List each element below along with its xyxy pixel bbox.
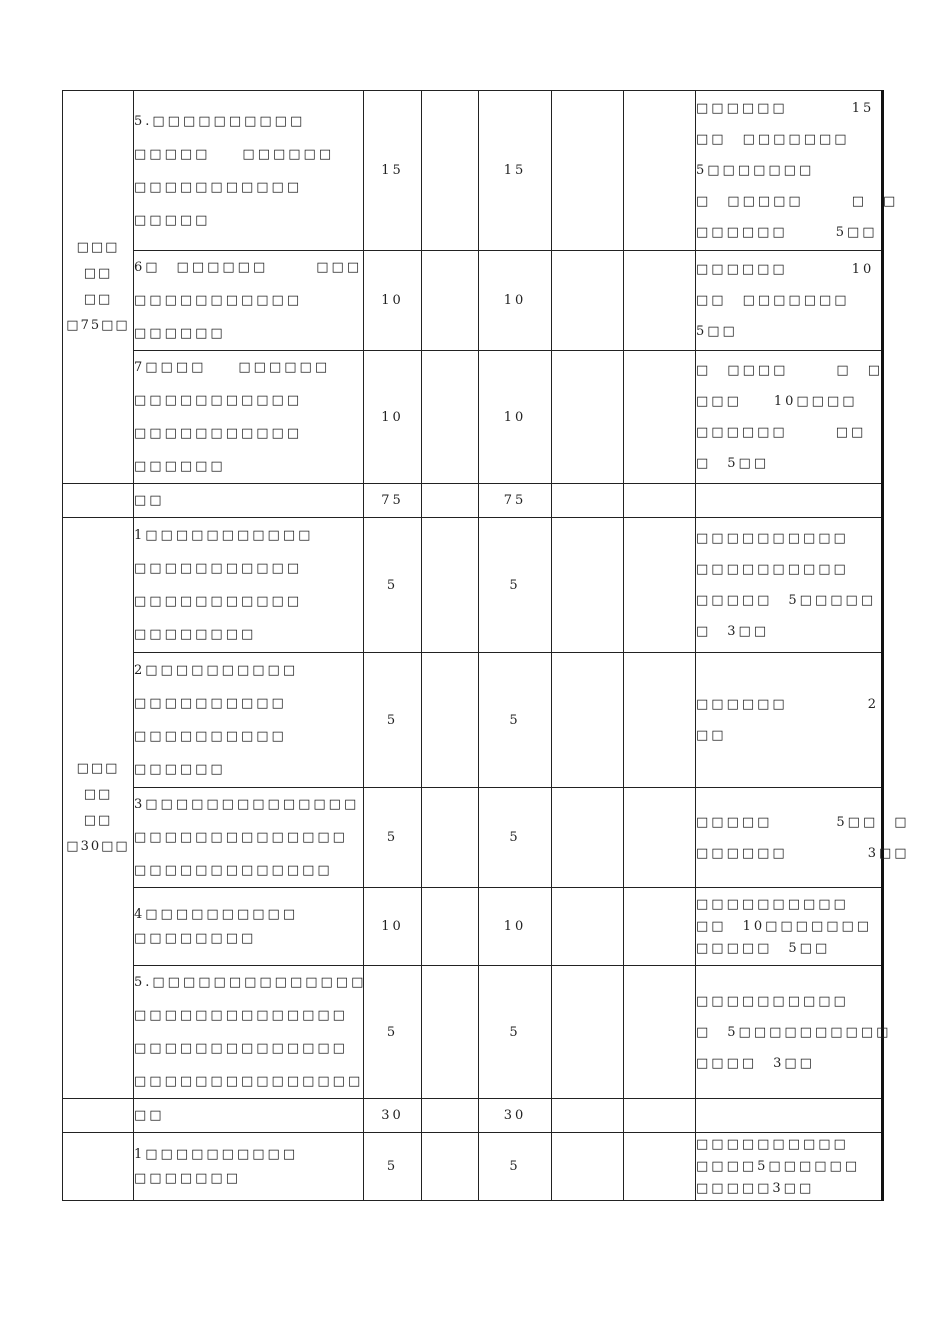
table-row (63, 251, 883, 351)
criterion-line: □□□□□□□□ (134, 930, 257, 946)
criterion-line: □□□□□□□□□□□ (134, 179, 303, 195)
criterion-line: □□□□□□□□□□□ (134, 293, 303, 308)
category-label-line: □□ (83, 787, 113, 802)
col6-cell (624, 888, 696, 966)
remark-line: □□□□□ 5□□ (696, 940, 831, 956)
criterion-line: □□□□□ □□□□□□ (134, 146, 335, 162)
criterion-line: □□□□□□□ (134, 1170, 241, 1186)
assessment-table (62, 90, 910, 1201)
table-row (63, 788, 883, 888)
criterion-line: 2□□□□□□□□□□ (134, 663, 299, 678)
category-cell (63, 91, 134, 484)
criterion-line: 5.□□□□□□□□□□□□□□ (134, 975, 367, 990)
remark-line: 5□□□□□□□ (696, 163, 815, 178)
score-cell: 5 (364, 788, 422, 888)
table-row (63, 653, 883, 788)
remark-cell (696, 251, 883, 351)
self-cell (422, 1133, 479, 1201)
table-body (63, 91, 910, 1201)
remark-line: 5□□ (696, 324, 738, 339)
remark-cell (696, 653, 883, 788)
remark-line: □□□□ 3□□ (696, 1055, 815, 1071)
table-row (63, 91, 883, 251)
remark-cell (696, 788, 910, 888)
self-cell (422, 888, 479, 966)
criterion-cell (134, 484, 364, 518)
self-cell (422, 251, 479, 351)
criterion-line: □□□□□□□□□□ (134, 696, 287, 711)
table-row (63, 351, 883, 484)
criterion-line: □□□□□□ (134, 326, 226, 341)
criterion-cell (134, 351, 364, 484)
remark-line: □□□□□□ 5□□ (696, 225, 878, 240)
table-row (63, 484, 883, 518)
criterion-cell (134, 1133, 364, 1201)
criterion-line: □□□□□□□□□□□□□□□ (134, 1074, 364, 1089)
remark-line: □□□□□□□□□□ (696, 1136, 849, 1152)
remark-line: □ □□□□ □ □ (696, 363, 883, 378)
criterion-line: □□□□□□□□□□□ (134, 561, 303, 576)
remark-cell (696, 91, 899, 251)
col6-cell (624, 91, 696, 251)
remark-cell (696, 484, 883, 518)
actual-cell: 5 (479, 788, 552, 888)
criterion-line: 4□□□□□□□□□□ (134, 906, 299, 922)
remark-line: □□□□□□ 2 (696, 697, 879, 712)
category-label-line: □□□ (76, 761, 120, 776)
criterion-line: □□□□□ (134, 212, 211, 228)
criterion-cell (134, 888, 364, 966)
criterion-cell (134, 518, 364, 653)
category-label-line: □30□□ (66, 839, 130, 854)
score-cell: 5 (364, 518, 422, 653)
remark-cell (696, 966, 892, 1099)
remark-line: □□□□□□ 15 (696, 101, 875, 116)
col5-cell (552, 484, 624, 518)
criterion-cell (134, 966, 367, 1099)
remark-line: □□□□□□□□□□ (696, 993, 849, 1009)
criterion-line: □□□□□□□□ (134, 627, 257, 642)
remark-line: □□□□□□ 10 (696, 262, 875, 277)
col5-cell (552, 518, 624, 653)
criterion-line: □□□□□□□□□□□ (134, 393, 303, 408)
criterion-line: 1□□□□□□□□□□□ (134, 528, 314, 543)
criterion-line: 5.□□□□□□□□□□ (134, 113, 306, 129)
criterion-cell (134, 653, 364, 788)
category-cell (63, 1133, 134, 1201)
remark-line: □□□□□□□□□□ (696, 531, 849, 546)
criterion-line: □□□□□□□□□□□□□□ (134, 830, 348, 845)
score-cell: 10 (364, 351, 422, 484)
category-label-line: □75□□ (66, 318, 130, 333)
self-cell (422, 788, 479, 888)
remark-line: □ 5□□□□□□□□□□ (696, 1024, 892, 1040)
category-label-line: □□□ (76, 240, 120, 255)
col6-cell (624, 966, 696, 1099)
criterion-line: □□ (134, 1108, 165, 1123)
score-cell: 5 (364, 653, 422, 788)
col6-cell (624, 251, 696, 351)
self-cell (422, 91, 479, 251)
remark-line: □ 5□□ (696, 456, 770, 471)
col5-cell (552, 91, 624, 251)
table-row (63, 966, 883, 1099)
remark-cell (696, 1099, 883, 1133)
criterion-line: 3□□□□□□□□□□□□□□ (134, 797, 360, 812)
remark-line: □□ 10□□□□□□□ (696, 918, 873, 934)
remark-cell (696, 888, 883, 966)
remark-line: □□ □□□□□□□ (696, 293, 850, 308)
remark-line: □□□□□□□□□□ (696, 562, 849, 577)
remark-cell (696, 351, 883, 484)
table-row (63, 1099, 883, 1133)
actual-cell: 10 (479, 251, 552, 351)
criterion-line: □□□□□□□□□□□□□□ (134, 1008, 348, 1023)
self-cell (422, 966, 479, 1099)
actual-cell: 5 (479, 518, 552, 653)
score-cell: 5 (364, 966, 422, 1099)
col6-cell (624, 484, 696, 518)
category-cell (63, 1099, 134, 1133)
criterion-line: 7□□□□ □□□□□□ (134, 360, 331, 375)
criterion-cell (134, 251, 364, 351)
criterion-cell (134, 91, 364, 251)
self-cell (422, 518, 479, 653)
criterion-line: □□□□□□ (134, 762, 226, 777)
col6-cell (624, 788, 696, 888)
remark-line: □□□□□ 5□□□□□ (696, 593, 877, 608)
remark-line: □□ □□□□□□□ (696, 132, 850, 147)
category-cell (63, 484, 134, 518)
score-cell: 75 (364, 484, 422, 518)
remark-line: □□□□5□□□□□□ (696, 1158, 861, 1174)
col5-cell (552, 966, 624, 1099)
remark-cell (696, 518, 883, 653)
criterion-line: □□□□□□□□□□ (134, 729, 287, 744)
self-cell (422, 1099, 479, 1133)
score-cell: 10 (364, 888, 422, 966)
remark-line: □□ (696, 728, 727, 743)
actual-cell: 30 (479, 1099, 552, 1133)
criterion-line: □□ (134, 493, 165, 508)
score-cell: 5 (364, 1133, 422, 1201)
table-row (63, 888, 883, 966)
actual-cell: 10 (479, 888, 552, 966)
criterion-line: □□□□□□□□□□□ (134, 426, 303, 441)
col6-cell (624, 518, 696, 653)
col5-cell (552, 351, 624, 484)
criterion-cell (134, 788, 364, 888)
self-cell (422, 653, 479, 788)
actual-cell: 10 (479, 351, 552, 484)
col6-cell (624, 351, 696, 484)
criterion-line: □□□□□□□□□□□□□ (134, 863, 333, 878)
actual-cell: 75 (479, 484, 552, 518)
remark-line: □ 3□□ (696, 624, 770, 639)
remark-line: □□□□□3□□ (696, 1180, 815, 1196)
col6-cell (624, 653, 696, 788)
category-label-line: □□ (83, 292, 113, 307)
criterion-line: 6□ □□□□□□ □□□ (134, 260, 363, 275)
criterion-line: □□□□□□□□□□□□□□ (134, 1041, 348, 1056)
remark-line: □□□ 10□□□□ (696, 394, 858, 409)
col5-cell (552, 1133, 624, 1201)
remark-line: □□□□□□□□□□ (696, 896, 849, 912)
criterion-line: □□□□□□□□□□□ (134, 594, 303, 609)
category-cell (63, 518, 134, 1099)
table-row (63, 518, 883, 653)
col5-cell (552, 788, 624, 888)
col5-cell (552, 653, 624, 788)
remark-line: □ □□□□□ □ □ (696, 194, 899, 209)
category-label-line: □□ (83, 266, 113, 281)
self-cell (422, 484, 479, 518)
actual-cell: 5 (479, 966, 552, 1099)
score-cell: 10 (364, 251, 422, 351)
remark-line: □□□□□□ 3□□ (696, 845, 910, 861)
col5-cell (552, 251, 624, 351)
remark-line: □□□□□□ □□ (696, 425, 867, 440)
table-row (63, 1133, 883, 1201)
col5-cell (552, 888, 624, 966)
criterion-line: 1□□□□□□□□□□ (134, 1146, 299, 1162)
remark-line: □□□□□ 5□□ □ (696, 814, 910, 830)
col5-cell (552, 1099, 624, 1133)
criterion-cell (134, 1099, 364, 1133)
score-cell: 15 (364, 91, 422, 251)
col6-cell (624, 1099, 696, 1133)
score-cell: 30 (364, 1099, 422, 1133)
category-label-line: □□ (83, 813, 113, 828)
criterion-line: □□□□□□ (134, 459, 226, 474)
self-cell (422, 351, 479, 484)
actual-cell: 5 (479, 653, 552, 788)
actual-cell: 5 (479, 1133, 552, 1201)
col6-cell (624, 1133, 696, 1201)
actual-cell: 15 (479, 91, 552, 251)
remark-cell (696, 1133, 883, 1201)
